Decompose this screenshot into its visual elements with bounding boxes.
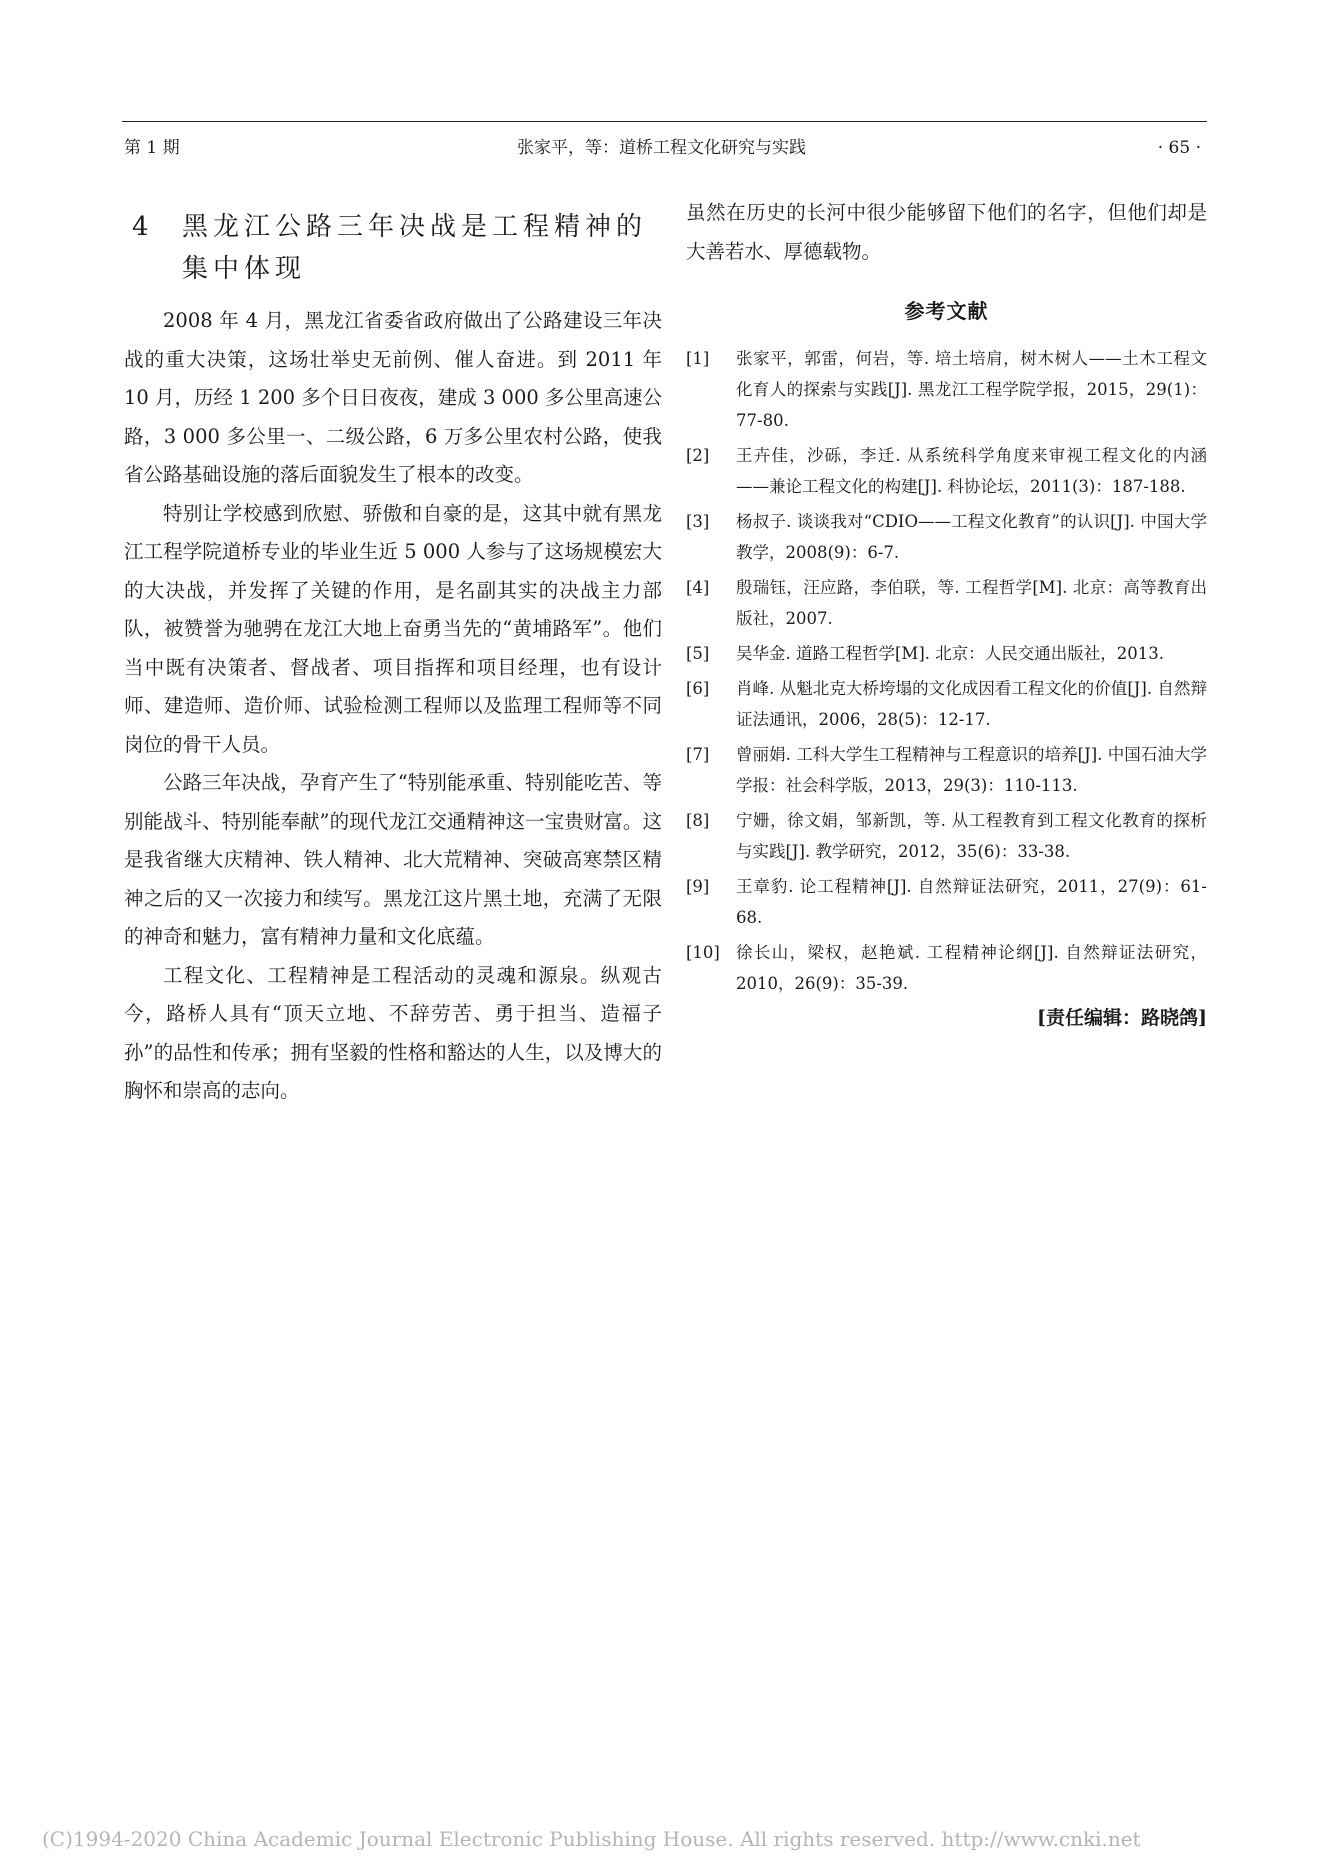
section-title: 黑龙江公路三年决战是工程精神的集中体现 bbox=[182, 212, 648, 284]
reference-text: 吴华金. 道路工程哲学[M]. 北京：人民交通出版社，2013. bbox=[736, 644, 1164, 663]
reference-item bbox=[686, 937, 1207, 999]
body-paragraph: 2008 年 4 月，黑龙江省委省政府做出了公路建设三年决战的重大决策，这场壮举史无前例、催人奋进。到 2011 年 10 月，历经 1 200 多个日日夜夜，建成 3 000 多公里高速公路，3 000 多公里一、二级公路，6 万多公里农村公路，使我省公路基础设施的落后面貌发生了根本的改变。 bbox=[124, 309, 662, 486]
reference-number: [6] bbox=[686, 679, 710, 698]
reference-number: [4] bbox=[686, 578, 710, 597]
reference-text: 曾丽娟. 工科大学生工程精神与工程意识的培养[J]. 中国石油大学学报：社会科学版，2013，29(3)：110-113. bbox=[736, 745, 1207, 795]
section-number: 4 bbox=[132, 212, 149, 242]
reference-item bbox=[686, 871, 1207, 933]
reference-text: 王卉佳，沙砾，李迁. 从系统科学角度来审视工程文化的内涵——兼论工程文化的构建[J]. 科协论坛，2011(3)：187-188. bbox=[736, 446, 1207, 496]
reference-number: [8] bbox=[686, 811, 710, 830]
reference-item bbox=[686, 343, 1207, 436]
running-title: 张家平，等：道桥工程文化研究与实践 bbox=[517, 138, 806, 158]
copyright-notice: (C)1994-2020 China Academic Journal Electronic Publishing House. All rights reserved. http://www.cnki.net bbox=[42, 1827, 1141, 1851]
reference-text: 张家平，郭雷，何岩，等. 培土培肩，树木树人——土木工程文化育人的探索与实践[J]. 黑龙江工程学院学报，2015，29(1)：77-80. bbox=[736, 349, 1207, 430]
body-paragraph: 特别让学校感到欣慰、骄傲和自豪的是，这其中就有黑龙江工程学院道桥专业的毕业生近 5 000 人参与了这场规模宏大的大决战，并发挥了关键的作用，是名副其实的决战主力部队，被赞誉为驰骋在龙江大地上奋勇当先的“黄埔路军”。他们当中既有决策者、督战者、项目指挥和项目经理，也有设计师、建造师、造价师、试验检测工程师以及监理工程师等不同岗位的骨干人员。 bbox=[124, 501, 662, 756]
reference-number: [2] bbox=[686, 446, 710, 465]
reference-number: [1] bbox=[686, 349, 710, 368]
editor-credit: [责任编辑：路晓鸽] bbox=[1037, 1007, 1207, 1029]
left-column bbox=[124, 206, 662, 1111]
reference-number: [10] bbox=[686, 943, 720, 962]
reference-text: 肖峰. 从魁北克大桥垮塌的文化成因看工程文化的价值[J]. 自然辩证法通讯，2006，28(5)：12-17. bbox=[736, 679, 1207, 729]
reference-item bbox=[686, 638, 1207, 669]
right-column bbox=[686, 194, 1207, 1033]
header-rule bbox=[122, 121, 1207, 122]
reference-item bbox=[686, 673, 1207, 735]
body-paragraph: 工程文化、工程精神是工程活动的灵魂和源泉。纵观古今，路桥人具有“顶天立地、不辞劳苦、勇于担当、造福子孙”的品性和传承；拥有坚毅的性格和豁达的人生，以及博大的胸怀和崇高的志向。 bbox=[124, 963, 662, 1102]
section-heading bbox=[124, 206, 662, 290]
reference-text: 殷瑞钰，汪应路，李伯联，等. 工程哲学[M]. 北京：高等教育出版社，2007. bbox=[736, 578, 1207, 628]
reference-text: 宁姗，徐文娟，邹新凯，等. 从工程教育到工程文化教育的探析与实践[J]. 教学研究，2012，35(6)：33-38. bbox=[736, 811, 1207, 861]
references-title: 参考文献 bbox=[904, 299, 989, 323]
reference-text: 徐长山，梁权，赵艳斌. 工程精神论纲[J]. 自然辩证法研究，2010，26(9)：35-39. bbox=[736, 943, 1207, 993]
reference-item bbox=[686, 572, 1207, 634]
reference-item bbox=[686, 440, 1207, 502]
body-paragraph: 公路三年决战，孕育产生了“特别能承重、特别能吃苦、等别能战斗、特别能奉献”的现代龙江交通精神这一宝贵财富。这是我省继大庆精神、铁人精神、北大荒精神、突破高寒禁区精神之后的又一次接力和续写。黑龙江这片黑土地，充满了无限的神奇和魅力，富有精神力量和文化底蕴。 bbox=[124, 771, 662, 948]
reference-number: [5] bbox=[686, 644, 710, 663]
reference-item bbox=[686, 805, 1207, 867]
reference-list bbox=[686, 343, 1207, 999]
reference-number: [7] bbox=[686, 745, 710, 764]
reference-text: 杨叔子. 谈谈我对“CDIO——工程文化教育”的认识[J]. 中国大学教学，2008(9)：6-7. bbox=[736, 512, 1207, 562]
page-number: · 65 · bbox=[1157, 138, 1201, 158]
reference-item bbox=[686, 506, 1207, 568]
reference-item bbox=[686, 739, 1207, 801]
body-paragraph-continued: 虽然在历史的长河中很少能够留下他们的名字，但他们却是大善若水、厚德载物。 bbox=[686, 201, 1207, 263]
reference-number: [9] bbox=[686, 877, 710, 896]
reference-number: [3] bbox=[686, 512, 710, 531]
reference-text: 王章豹. 论工程精神[J]. 自然辩证法研究，2011，27(9)：61-68. bbox=[736, 877, 1207, 927]
issue-label: 第 1 期 bbox=[124, 138, 180, 158]
